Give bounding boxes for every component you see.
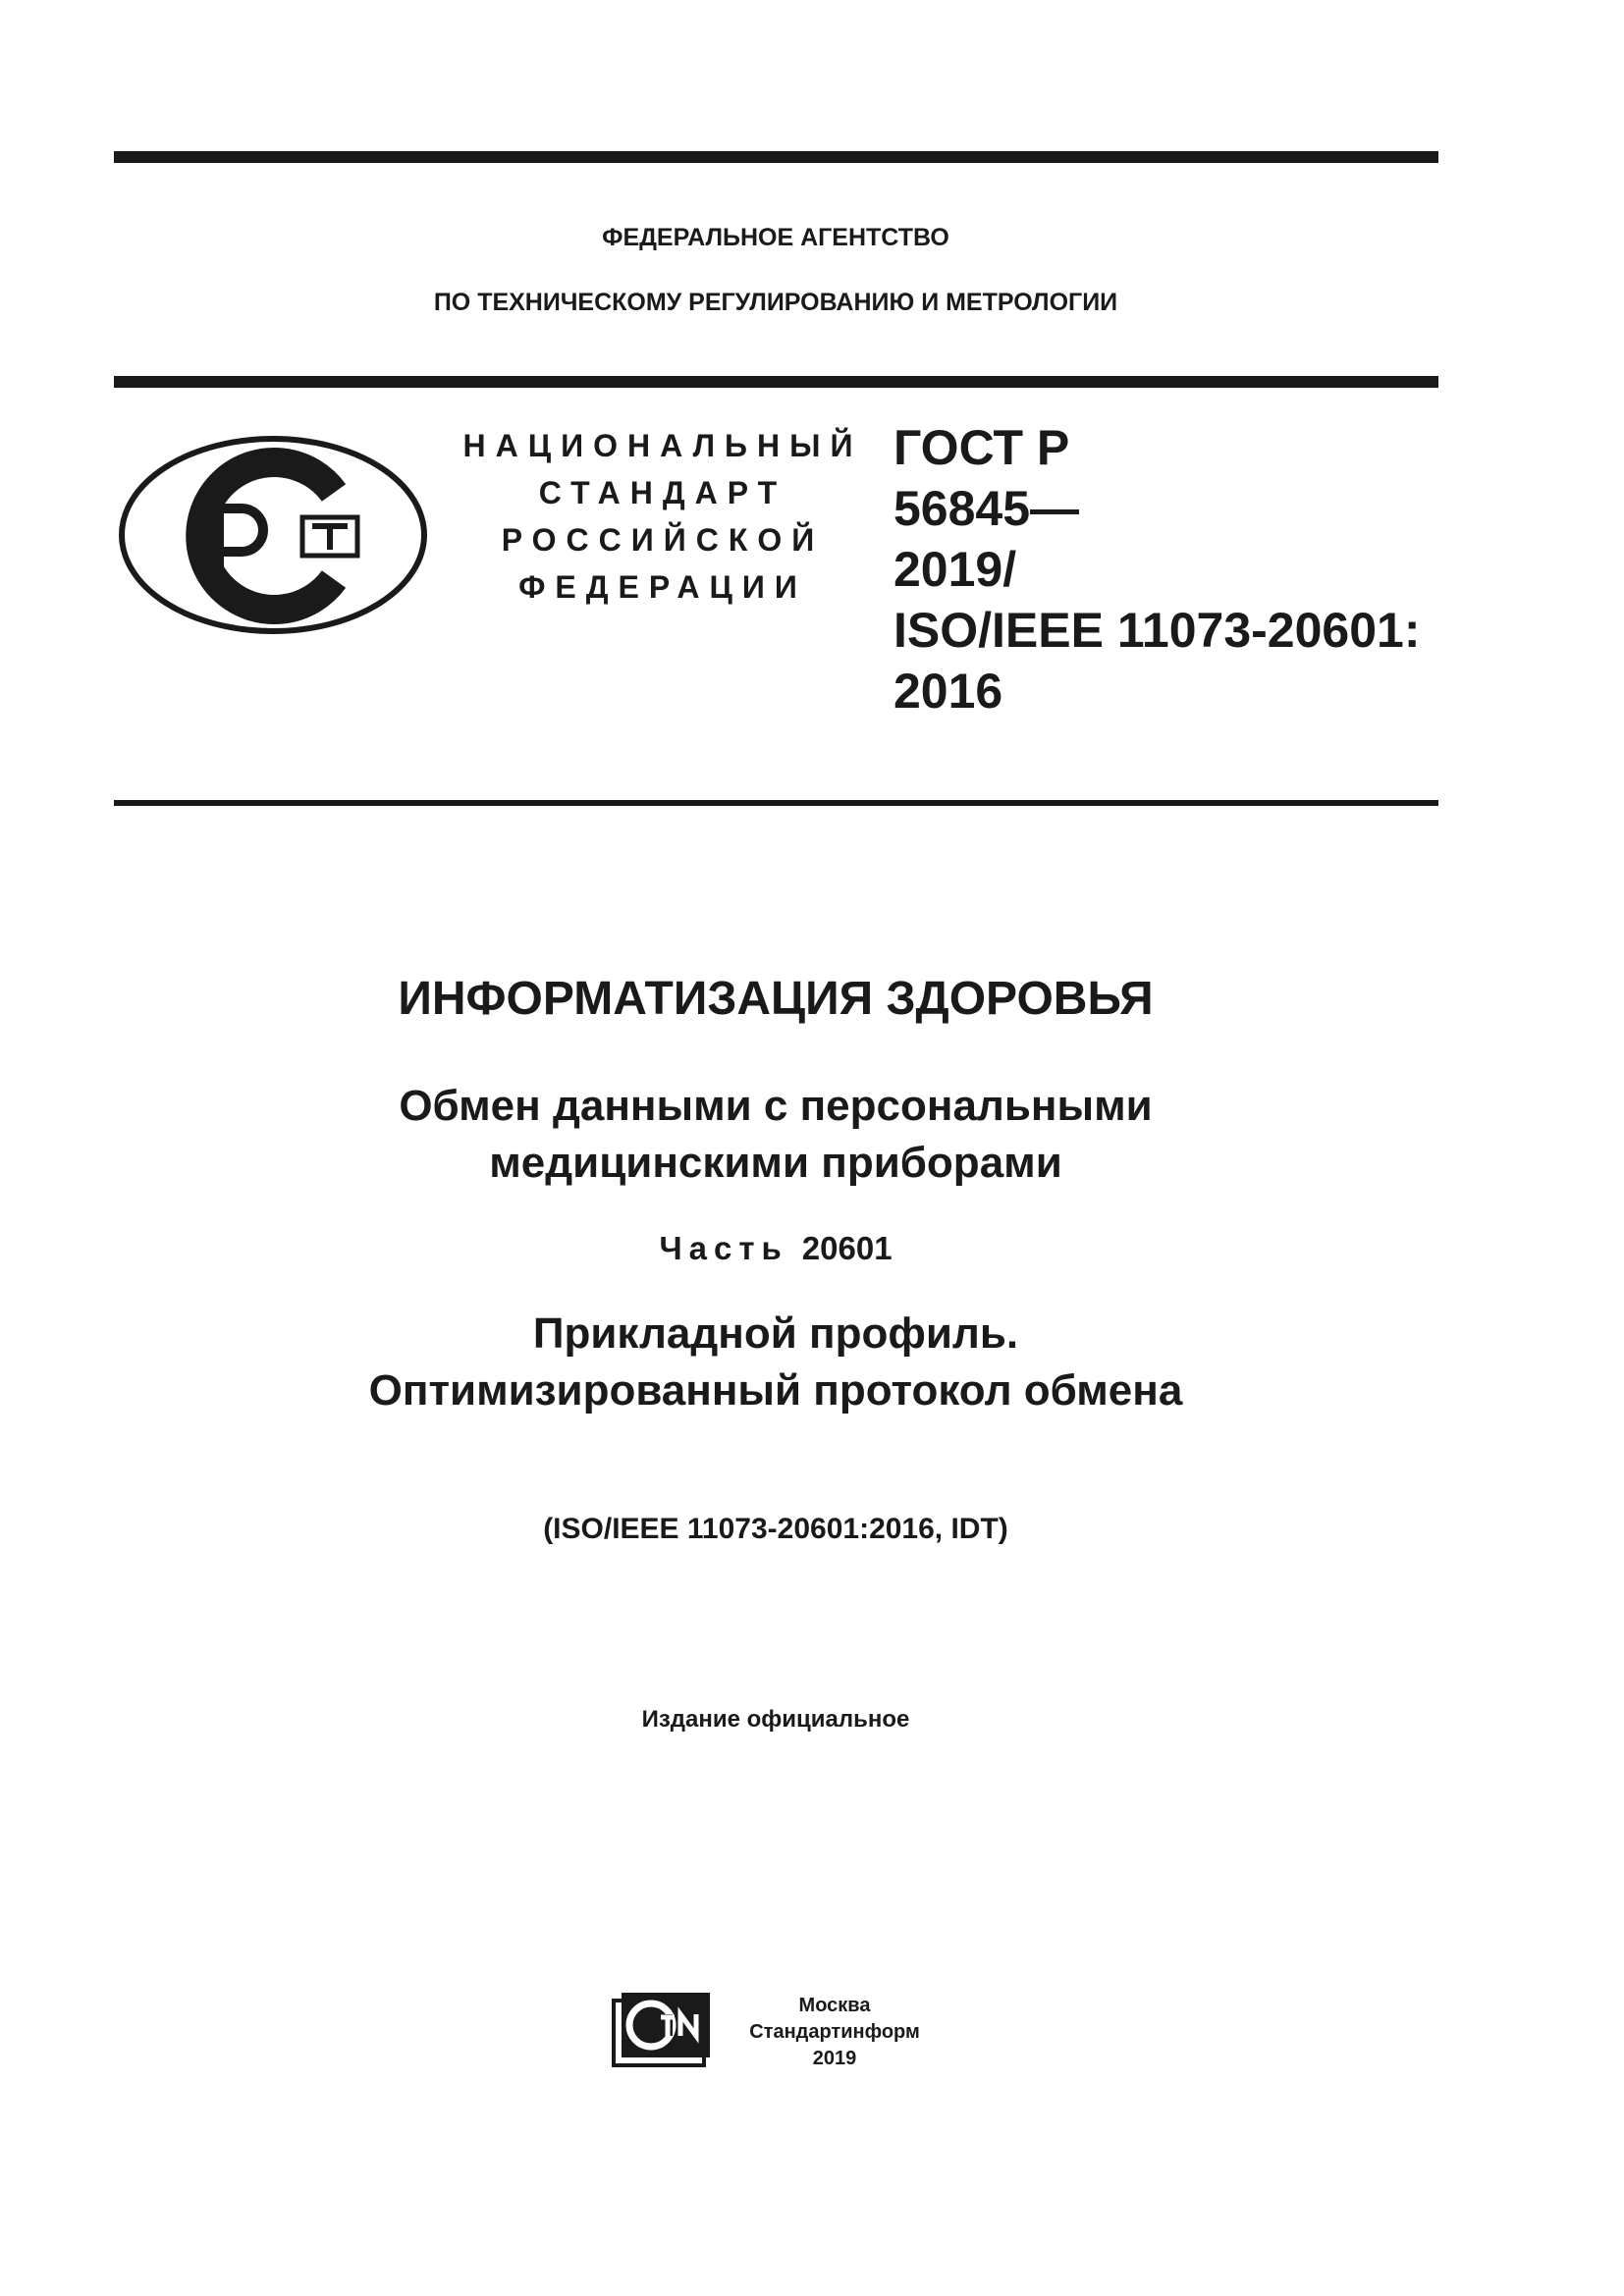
publisher-city: Москва [798, 1995, 871, 2016]
part-title-line-1: Прикладной профиль. [532, 1309, 1019, 1358]
subtitle-line-1: Обмен данными с персональными [399, 1082, 1153, 1130]
national-line-1: НАЦИОНАЛЬНЫЙ [462, 428, 863, 463]
rst-mark-icon [116, 432, 430, 643]
standard-code-line-4: ISO/IEEE 11073-20601: [893, 603, 1421, 658]
publisher-info [731, 1993, 938, 2072]
document-title: ИНФОРМАТИЗАЦИЯ ЗДОРОВЬЯ [398, 973, 1154, 1025]
agency-name-line2: ПО ТЕХНИЧЕСКОМУ РЕГУЛИРОВАНИЮ И МЕТРОЛОГИИ [433, 289, 1118, 316]
standard-code-line-2: 56845— [893, 481, 1080, 536]
standard-code [893, 417, 1420, 721]
publisher-name: Стандартинформ [749, 2021, 920, 2043]
part-number: 20601 [801, 1230, 893, 1266]
document-subtitle [0, 1078, 1551, 1192]
part-title-line-2: Оптимизированный протокол обмена [368, 1366, 1183, 1415]
standartinform-logo-icon [612, 1985, 712, 2074]
iso-reference: (ISO/IEEE 11073-20601:2016, IDT) [543, 1513, 1008, 1545]
middle-rule [114, 376, 1438, 388]
national-line-4: ФЕДЕРАЦИИ [518, 569, 807, 605]
standard-code-line-5: 2016 [893, 664, 1003, 719]
national-standard-label [432, 422, 893, 611]
standard-code-line-3: 2019/ [893, 542, 1017, 597]
part-title [0, 1306, 1551, 1419]
top-rule [114, 151, 1438, 163]
edition-note: Издание официальное [641, 1706, 910, 1733]
part-heading [0, 1230, 1551, 1267]
national-line-2: СТАНДАРТ [538, 475, 787, 510]
agency-name-line1: ФЕДЕРАЛЬНОЕ АГЕНТСТВО [602, 224, 949, 251]
bottom-rule [114, 800, 1438, 806]
subtitle-line-2: медицинскими приборами [489, 1139, 1062, 1187]
standard-code-line-1: ГОСТ Р [893, 420, 1070, 475]
national-line-3: РОССИЙСКОЙ [501, 522, 825, 558]
publisher-year: 2019 [812, 2048, 857, 2069]
part-label: Часть [659, 1230, 788, 1266]
